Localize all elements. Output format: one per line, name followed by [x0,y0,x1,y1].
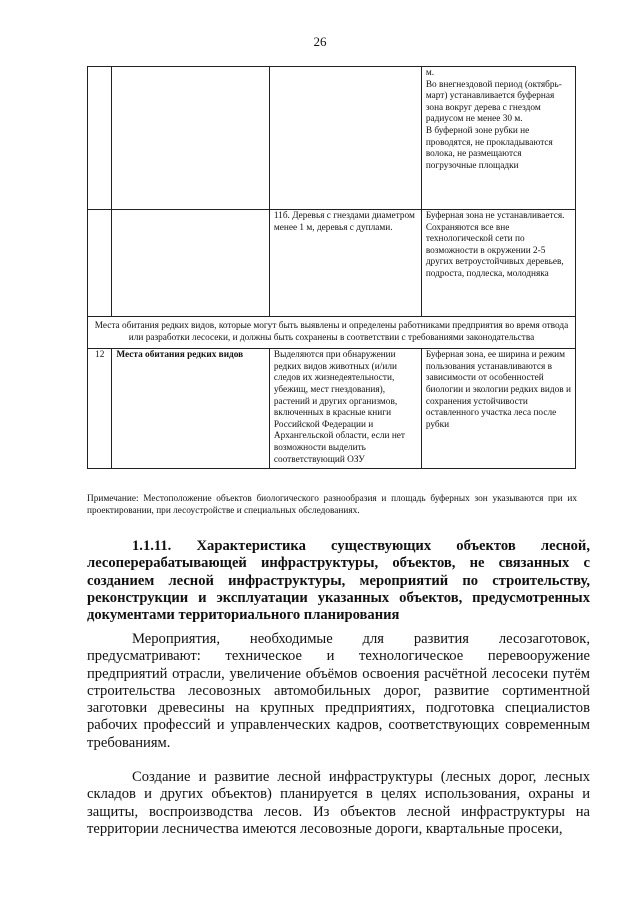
table-row [88,210,576,317]
table-cell [112,210,269,317]
table-cell [112,67,269,210]
section-title: Места обитания редких видов, которые могут быть выявлены и определены работниками предприятия во время отвода или разработки лесосеки, и должны быть сохранены в соответствии с требованиями законодательства [88,317,576,349]
object-name: Места обитания редких видов [112,349,269,469]
table-cell: Выделяются при обнаружении редких видов животных (и/или следов их жизнедеятельности, убежищ, мест гнездования), растений и других организмов, включенных в красные книги Российской Федерации и Архангельской области, если нет возможности выделить соответствующий ОЗУ [269,349,421,469]
table-cell: Буферная зона не устанавливается. Сохраняются все вне технологической сети по возможности в окружении 2-5 других ветроустойчивых деревьев, подроста, подлеска, молодняка [421,210,575,317]
paragraph: Создание и развитие лесной инфраструктуры (лесных дорог, лесных складов и других объектов) планируется в целях использования, охраны и защиты, воспроизводства лесов. Из объектов лесной инфраструктуры на территории лесничества имеются лесовозные дороги, квартальные просеки, [87,769,590,837]
row-number: 12 [88,349,112,469]
table-cell [88,67,112,210]
page-number: 26 [313,34,327,49]
table-section-row [88,317,576,349]
table-cell [269,67,421,210]
table-cell: 11б. Деревья с гнездами диаметром менее 1 м, деревья с дуплами. [269,210,421,317]
biodiversity-table [87,66,576,469]
section-heading: 1.1.11. Характеристика существующих объектов лесной, лесоперерабатывающей инфраструктуры, объектов, не связанных с созданием лесной инфраструктуры, мероприятий по строительству, реконструкции и эксплуатации указанных объектов, предусмотренных документами территориального планирования [87,538,590,624]
paragraph: Мероприятия, необходимые для развития лесозаготовок, предусматривают: техническое и технологическое перевооружение предприятий отрасли, увеличение объёмов освоения расчётной лесосеки путём строительства лесовозных автомобильных дорог, развитие сортиментной заготовки древесины на крупных предприятиях, подготовка специалистов рабочих профессий и управленческих кадров, соответствующих современным требованиям. [87,631,590,751]
table-row [88,67,576,210]
table-cell: Буферная зона, ее ширина и режим пользования устанавливаются в зависимости от особенностей биологии и экологии редких видов и сохранения устойчивости оставленного участка леса после рубки [421,349,575,469]
table-cell [88,210,112,317]
table-row [88,349,576,469]
table-note: Примечание: Местоположение объектов биологического разнообразия и площадь буферных зон указываются при их проектировании, при лесоустройстве и специальных обследованиях. [87,494,577,516]
table-cell: м. Во внегнездовой период (октябрь-март) устанавливается буферная зона вокруг дерева с гнездом радиусом не менее 30 м. В буферной зоне рубки не проводятся, не прокладываются волока, не размещаются погрузочные площадки [421,67,575,210]
